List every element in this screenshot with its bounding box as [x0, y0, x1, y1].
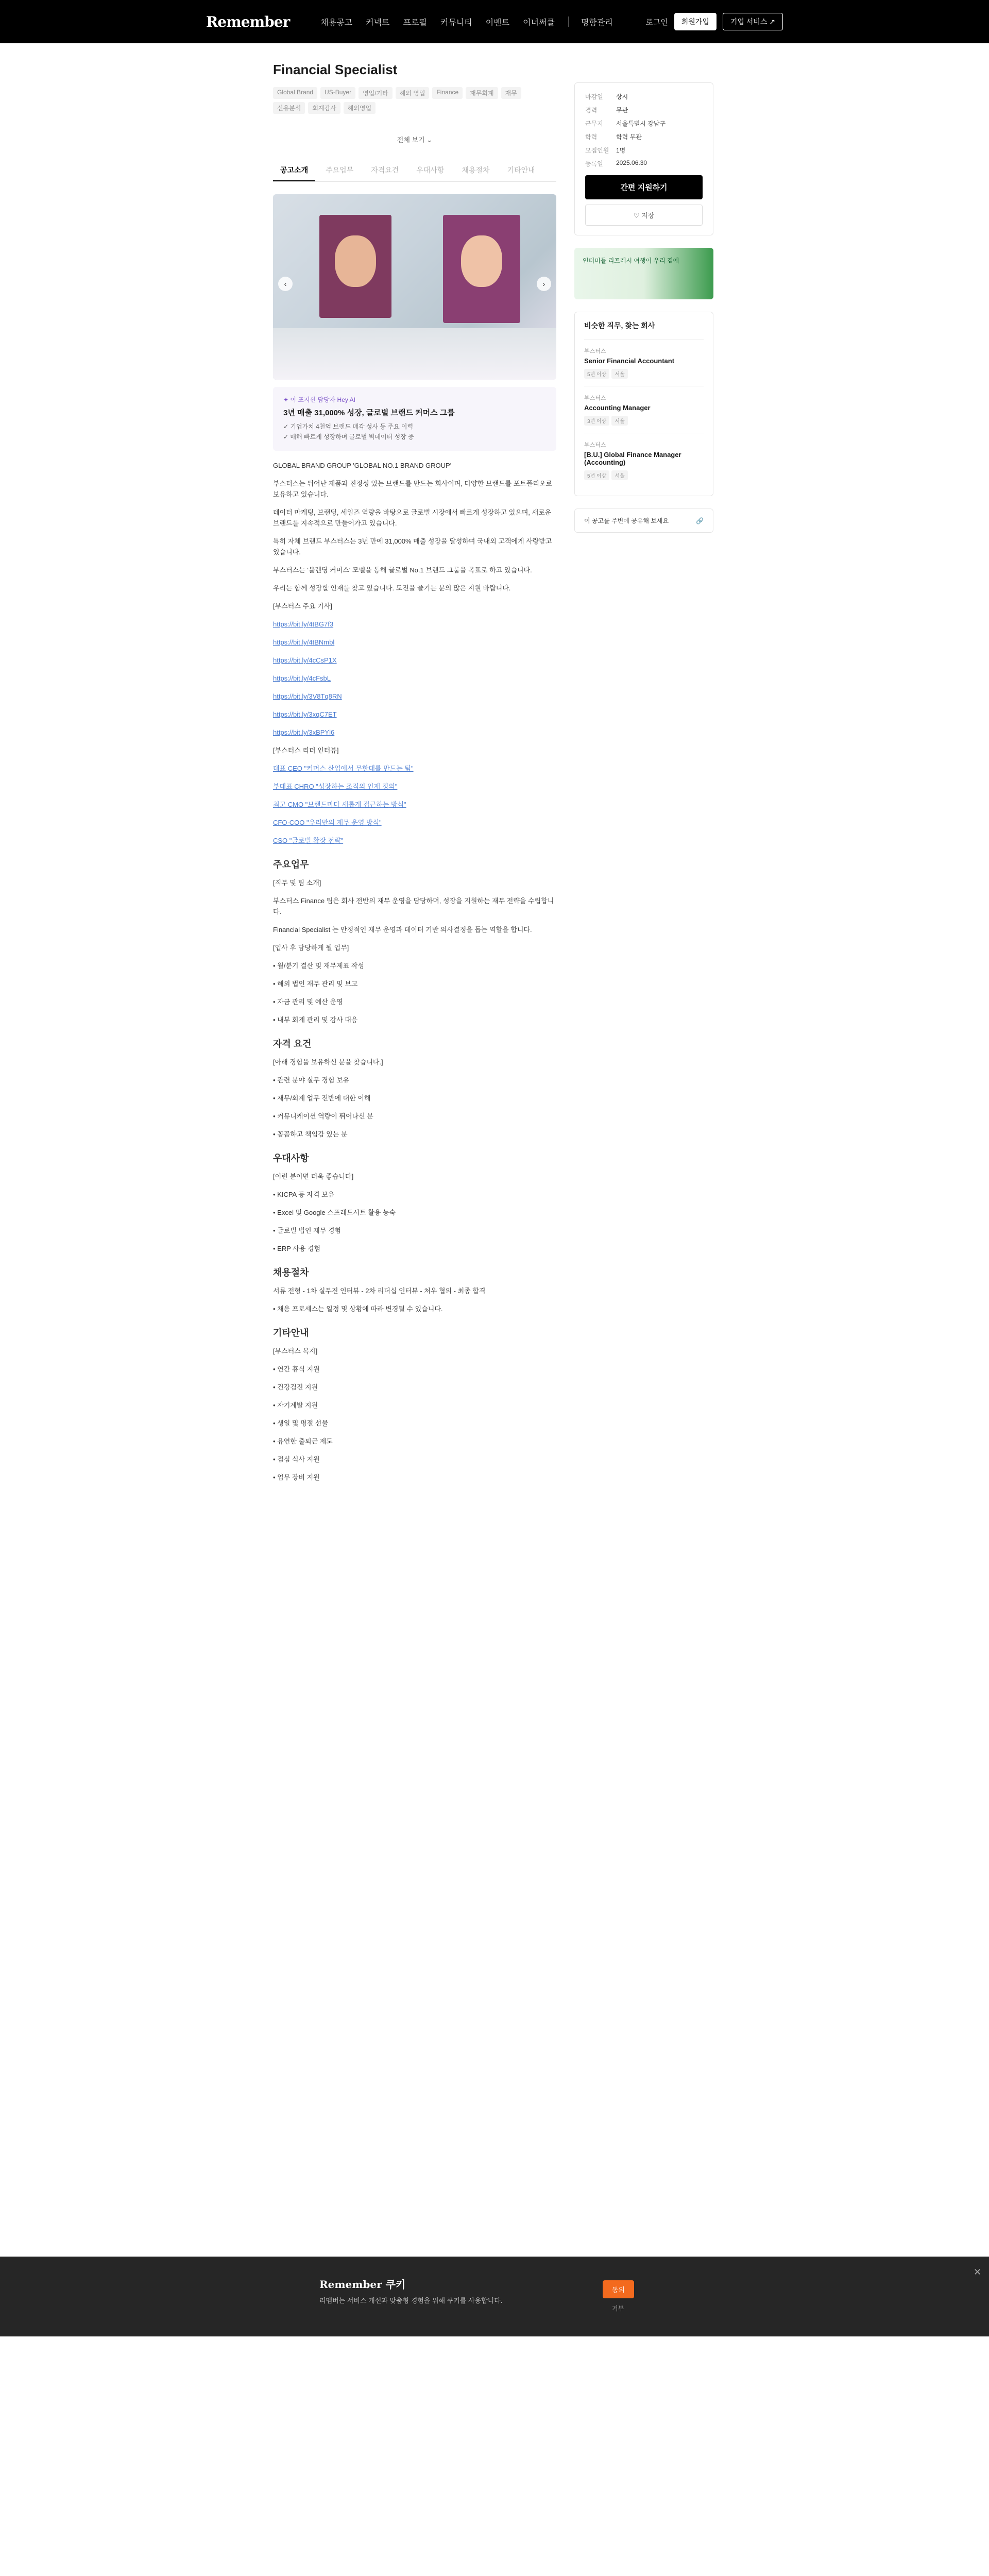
bookmark-icon: ♡ [633, 212, 640, 219]
share-text: 이 공고를 주변에 공유해 보세요 [584, 517, 669, 524]
section-line: • 관련 분야 실무 경험 보유 [273, 1076, 350, 1084]
corporate-button[interactable] [723, 13, 783, 30]
job-sidebar [574, 82, 713, 533]
article-link[interactable]: https://bit.ly/4cFsbL [273, 674, 331, 682]
section-line: Financial Specialist 는 안정적인 재무 운영과 데이터 기반 의사결정을 돕는 역할을 합니다. [273, 926, 532, 934]
tab-duties[interactable]: 주요업무 [326, 166, 354, 174]
nav-item-community[interactable]: 커뮤니티 [440, 18, 472, 27]
chip: 3년 이상 [584, 416, 609, 426]
interview-link[interactable]: 부대표 CHRO "성장하는 조직의 인재 정의" [273, 783, 398, 790]
interview-link[interactable]: 최고 CMO "브랜드마다 새롭게 접근하는 방식" [273, 801, 406, 808]
chip: 5년 이상 [584, 470, 609, 480]
section-line: • 자기계발 지원 [273, 1401, 318, 1409]
section-heading-process: 채용절차 [273, 1267, 309, 1278]
tag: Finance [432, 87, 463, 99]
logo[interactable]: Remember [206, 13, 290, 30]
section-line: • Excel 및 Google 스프레드시트 활용 능숙 [273, 1209, 396, 1216]
tab-process[interactable]: 채용절차 [462, 166, 490, 174]
highlights-title: [부스터스 주요 기사] [273, 602, 332, 610]
close-icon[interactable]: ✕ [974, 2267, 982, 2277]
job-info-box [574, 82, 713, 235]
chip: 5년 이상 [584, 369, 609, 379]
tab-etc[interactable]: 기타안내 [507, 166, 535, 174]
info-row [585, 159, 703, 168]
tag: US-Buyer [320, 87, 355, 99]
tab-preferred[interactable]: 우대사항 [416, 166, 445, 174]
link-icon[interactable]: 🔗 [696, 517, 704, 524]
info-key: 경력 [585, 107, 598, 114]
article-link[interactable]: https://bit.ly/3xBPYl6 [273, 728, 335, 736]
ai-summary-text: 이 포지션 담당자 Hey AI [290, 396, 355, 403]
similar-job-company: 부스터스 [584, 395, 606, 401]
section-line: • 글로벌 법인 재무 경험 [273, 1227, 342, 1234]
section-line: • ERP 사용 경험 [273, 1245, 321, 1252]
section-line: [직무 및 팀 소개] [273, 879, 321, 887]
chip: 서울 [611, 369, 627, 379]
section-line: • 건강검진 지원 [273, 1383, 318, 1391]
paragraph: 특히 자체 브랜드 부스터스는 3년 만에 31,000% 매출 성장을 달성하며 국내외 고객에게 사랑받고 있습니다. [273, 537, 552, 556]
job-title: Financial Specialist [273, 62, 398, 77]
tag: 영업/기타 [359, 87, 393, 99]
section-line: • 재무/회계 업무 전반에 대한 이해 [273, 1094, 371, 1102]
article-link[interactable]: https://bit.ly/4tBNmbl [273, 638, 335, 646]
section-line: [부스터스 복지] [273, 1347, 318, 1355]
section-line: • 유연한 출퇴근 제도 [273, 1437, 333, 1445]
similar-jobs-title: 비슷한 직무, 찾는 회사 [584, 321, 655, 330]
share-box [574, 509, 713, 533]
paragraph: 부스터스는 뛰어난 제품과 진정성 있는 브랜드를 만드는 회사이며, 다양한 브랜드를 포트폴리오로 보유하고 있습니다. [273, 480, 553, 498]
job-description [273, 460, 556, 1483]
external-link-icon: ↗ [769, 18, 775, 26]
poster-face-left [335, 235, 376, 287]
article-link[interactable]: https://bit.ly/3V8Tq8RN [273, 692, 342, 700]
cookie-accept-button[interactable]: 동의 [603, 2280, 634, 2298]
chevron-down-icon: ⌄ [427, 136, 433, 144]
nav-divider [568, 16, 569, 27]
section-line: [아래 경험을 보유하신 분을 찾습니다.] [273, 1058, 383, 1066]
corporate-label: 기업 서비스 [730, 18, 768, 26]
section-heading-etc: 기타안내 [273, 1328, 309, 1338]
ai-summary-label [283, 395, 546, 404]
nav-item-connect[interactable]: 커넥트 [366, 18, 390, 27]
similar-job-item[interactable] [584, 339, 704, 386]
section-heading-requirements: 자격 요건 [273, 1039, 312, 1049]
company-headline: 3년 매출 31,000% 성장, 글로벌 브랜드 커머스 그룹 [283, 409, 455, 417]
section-heading-duties: 주요업무 [273, 859, 309, 870]
carousel-prev-icon[interactable]: ‹ [278, 277, 293, 291]
paragraph: 부스터스는 '블렌딩 커머스' 모델을 통해 글로벌 No.1 브랜드 그룹을 목표로 하고 있습니다. [273, 566, 532, 574]
info-row [585, 146, 703, 155]
info-row [585, 106, 703, 114]
section-line: • 채용 프로세스는 일정 및 상황에 따라 변경될 수 있습니다. [273, 1305, 443, 1313]
info-row [585, 92, 703, 101]
section-tabs [273, 160, 556, 182]
section-line: [입사 후 담당하게 될 업무] [273, 944, 349, 952]
cookie-text: 리멤버는 서비스 개선과 맞춤형 경험을 위해 쿠키를 사용합니다. [319, 2297, 503, 2304]
signup-button[interactable]: 회원가입 [674, 13, 717, 30]
save-label: 저장 [641, 212, 655, 219]
sparkle-icon: ✦ [283, 396, 289, 403]
info-value: 2025.06.30 [616, 159, 647, 166]
article-link[interactable]: https://bit.ly/4cCsP1X [273, 656, 337, 664]
interview-link[interactable]: CFO·COO "우리만의 재무 운영 방식" [273, 819, 382, 826]
similar-job-item[interactable] [584, 433, 704, 487]
nav-item-events[interactable]: 이벤트 [485, 18, 510, 27]
login-link[interactable]: 로그인 [645, 18, 668, 27]
section-heading-preferred: 우대사항 [273, 1153, 309, 1163]
section-line: • 월/분기 결산 및 재무제표 작성 [273, 962, 364, 970]
interview-link[interactable]: CSO "글로벌 확장 전략" [273, 837, 344, 844]
info-key: 마감일 [585, 93, 603, 100]
interview-link[interactable]: 대표 CEO "커머스 산업에서 무한대를 만드는 팀" [273, 765, 414, 772]
company-summary-card [273, 387, 556, 451]
tag: 신용분석 [273, 102, 305, 114]
company-point-text: 기업가치 4천억 브랜드 매각 성사 등 주요 이력 [290, 423, 414, 430]
tag-list [273, 87, 531, 114]
section-line: • 업무 장비 지원 [273, 1473, 320, 1481]
info-value: 학력 무관 [616, 133, 642, 141]
nav-item-cards[interactable]: 명함관리 [581, 18, 613, 27]
nav-item-innercircle[interactable]: 이너써클 [523, 18, 555, 27]
info-key: 등록일 [585, 160, 603, 167]
company-point-text: 매해 빠르게 성장하며 글로벌 빅데이터 성장 중 [290, 433, 414, 440]
similar-job-title: [B.U.] Global Finance Manager (Accounting) [584, 451, 681, 466]
section-line: • 내부 회계 관리 및 감사 대응 [273, 1016, 358, 1024]
tag: 재무회계 [466, 87, 498, 99]
article-link[interactable]: https://bit.ly/4tBG7f3 [273, 620, 334, 628]
cookie-decline-button[interactable]: 거부 [612, 2305, 624, 2312]
save-button[interactable] [585, 205, 703, 226]
cookie-banner [0, 2257, 989, 2336]
cookie-title: Remember 쿠키 [319, 2278, 406, 2291]
intro-title: GLOBAL BRAND GROUP 'GLOBAL NO.1 BRAND GROUP' [273, 462, 452, 469]
info-key: 학력 [585, 133, 598, 141]
apply-button[interactable]: 간편 지원하기 [585, 175, 703, 199]
section-line: 서류 전형 - 1차 실무진 인터뷰 - 2차 리더십 인터뷰 - 처우 협의 - 최종 합격 [273, 1287, 486, 1295]
carousel-next-icon[interactable]: › [537, 277, 551, 291]
section-line: • 자금 관리 및 예산 운영 [273, 998, 343, 1006]
show-more-label: 전체 보기 [397, 136, 425, 144]
info-row [585, 132, 703, 141]
section-line: • 연간 휴식 지원 [273, 1365, 320, 1373]
info-key: 근무지 [585, 120, 603, 127]
tag: 회계감사 [308, 102, 340, 114]
info-key: 모집인원 [585, 147, 609, 154]
similar-job-item[interactable] [584, 386, 704, 433]
nav-item-profile[interactable]: 프로필 [403, 18, 427, 27]
info-value: 무관 [616, 107, 628, 114]
info-value: 서울특별시 강남구 [616, 120, 666, 127]
section-line: • KICPA 등 자격 보유 [273, 1191, 335, 1198]
section-line: 부스터스 Finance 팀은 회사 전반의 재무 운영을 담당하며, 성장을 지원하는 재무 전략을 수립합니다. [273, 897, 554, 916]
info-value: 상시 [616, 93, 628, 100]
section-line: [이런 분이면 더욱 좋습니다] [273, 1173, 354, 1180]
tag: 재무 [501, 87, 521, 99]
paragraph: 우리는 함께 성장할 인재를 찾고 있습니다. 도전을 즐기는 분의 많은 지원 바랍니다. [273, 584, 511, 592]
section-line: • 커뮤니케이션 역량이 뛰어나신 분 [273, 1112, 373, 1120]
chip: 서울 [611, 416, 627, 426]
similar-job-company: 부스터스 [584, 348, 606, 354]
similar-job-title: Senior Financial Accountant [584, 357, 675, 365]
section-line: • 꼼꼼하고 책임감 있는 분 [273, 1130, 348, 1138]
company-point: ✓ 기업가치 4천억 브랜드 매각 성사 등 주요 이력 [283, 423, 414, 430]
info-row [585, 119, 703, 128]
cookie-text-block [319, 2276, 502, 2305]
company-point: ✓ 매해 빠르게 성장하며 글로벌 빅데이터 성장 중 [283, 433, 414, 440]
info-value: 1명 [616, 147, 626, 154]
nav-item-jobs[interactable]: 채용공고 [320, 18, 353, 27]
job-detail [273, 62, 556, 1490]
interview-title: [부스터스 리더 인터뷰] [273, 747, 339, 754]
promo-banner[interactable]: 인터미들 리프레시 여행이 우리 곁에 [574, 248, 713, 299]
tag: 해외 영업 [396, 87, 430, 99]
office-table [273, 328, 556, 380]
article-link[interactable]: https://bit.ly/3xqC7ET [273, 710, 337, 718]
chip: 서울 [611, 470, 627, 480]
poster-face-right [461, 235, 502, 287]
section-line: • 점심 식사 지원 [273, 1455, 320, 1463]
tab-intro[interactable]: 공고소개 [273, 160, 315, 181]
tag: Global Brand [273, 87, 317, 99]
similar-job-company: 부스터스 [584, 442, 606, 448]
section-line: • 생일 및 명절 선물 [273, 1419, 328, 1427]
tag: 해외영업 [344, 102, 376, 114]
section-line: • 해외 법인 재무 관리 및 보고 [273, 980, 358, 988]
top-nav [0, 0, 989, 43]
paragraph: 데이터 마케팅, 브랜딩, 세일즈 역량을 바탕으로 글로벌 시장에서 빠르게 성장하고 있으며, 새로운 브랜드를 지속적으로 만들어가고 있습니다. [273, 509, 552, 527]
office-photo [273, 194, 556, 380]
tab-requirements[interactable]: 자격요건 [371, 166, 399, 174]
show-more-link[interactable] [273, 134, 556, 144]
similar-jobs-box [574, 312, 713, 496]
similar-job-title: Accounting Manager [584, 404, 651, 412]
